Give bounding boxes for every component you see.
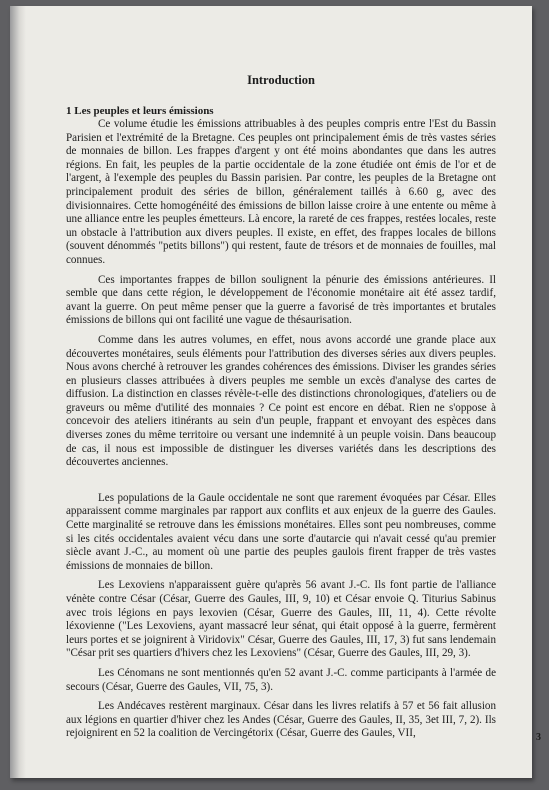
paragraph-2: Ces importantes frappes de billon soulignent la pénurie des émissions antérieures. Il semble que dans cette région, le développement de l'économie monétaire ait été assez tardif, avant la guerre. On peut même penser que la guerre a favorisé de très importantes et brutales émissions de billons qui ont facilité une vague de thésaurisation. [66,273,496,327]
paragraph-3: Comme dans les autres volumes, en effet, nous avons accordé une grande place aux découvertes monétaires, seuls éléments pour l'attribution des diverses séries aux divers peuples. Nous avons cherché à retrouver les grandes cohérences des émissions. Diviser les grandes séries en plusieurs classes attribuées à divers peuples me semble un excès d'analyse des cartes de diffusion. La distinction en classes révèle-t-elle des distinctions chronologiques, d'ateliers ou de graveurs ou même d'utilité des monnaies ? Ce point est encore en débat. Rien ne s'oppose à concevoir des ateliers itinérants au sein d'un peuple, frappant et envoyant des espèces dans diverses zones du même territoire ou versant une indemnité à un peuple voisin. Dans beaucoup de cas, il nous est impossible de distinguer les diverses variétés dans les descriptions des découvertes anciennes. [66,333,496,469]
section-heading: 1 Les peuples et leurs émissions [66,105,214,117]
document-page [10,6,541,778]
page-title: Introduction [247,73,315,87]
book-spine-shadow [10,6,26,778]
paragraph-7: Les Andécaves restèrent marginaux. César dans les livres relatifs à 57 et 56 fait allusion aux légions en quartier d'hiver chez les Andes (César, Guerre des Gaules, II, 35, 3et III, 7, 2). Ils rejoignirent en 52 la coalition de Vercingétorix (César, Guerre des Gaules, VII, [66,700,496,740]
page-number: 3 [536,732,541,743]
body-text [66,118,496,747]
paragraph-6: Les Cénomans ne sont mentionnés qu'en 52 avant J.-C. comme participants à l'armée de secours (César, Guerre des Gaules, VII, 75, 3). [66,666,496,693]
paragraph-5: Les Lexoviens n'apparaissent guère qu'après 56 avant J.-C. Ils font partie de l'alliance vénète contre César (César, Guerre des Gaules, III, 9, 10) et César envoie Q. Titurius Sabinus avec trois légions en pays lexovien (César, Guerre des Gaules, III, 11, 4). Cette révolte léxovienne ("Les Lexoviens, ayant massacré leur sénat, qui était opposé à la guerre, fermèrent leurs portes et se joignirent à Viridovix" César, Guerre des Gaules, III, 17, 3) fut sans lendemain "César prit ses quartiers d'hivers chez les Lexoviens" (César, Guerre des Gaules, III, 29, 3). [66,579,496,660]
paragraph-4: Les populations de la Gaule occidentale ne sont que rarement évoquées par César. Elles apparaissent comme marginales par rapport aux conflits et aux enjeux de la guerre des Gaules. Cette marginalité se retrouve dans les émissions monétaires. Elles sont peu nombreuses, comme si les cités occidentales avaient vécu dans une sorte d'autarcie qui n'avait cessé qu'au premier siècle avant J.-C., au moment où une partie des peuples gaulois firent frapper de très vastes émissions de monnaies de billon. [66,491,496,572]
paragraph-1: Ce volume étudie les émissions attribuables à des peuples compris entre l'Est du Bassin Parisien et l'extrémité de la Bretagne. Ces peuples ont principalement émis de très vastes séries de monnaies de billon. Les frappes d'argent y ont été moins abondantes que dans les autres régions. En fait, les peuples de la partie occidentale de la zone étudiée ont émis de l'or et de l'argent, à l'exemple des peuples du Bassin parisien. Par contre, les peuples de la Bretagne ont principalement produit des séries de billon, généralement taillés à 6.60 g, avec des divisionnaires. Cette homogénéité des émissions de billon laisse croire à une entente ou même à une alliance entre les peuples émetteurs. Là encore, la rareté de ces frappes, restées locales, reste un obstacle à l'attribution aux divers peuples. Il existe, en effet, des frappes locales de billons (souvent dénommés "petits billons") qui restent, faute de trésors et de monnaies de fouilles, mal connues. [66,118,496,266]
